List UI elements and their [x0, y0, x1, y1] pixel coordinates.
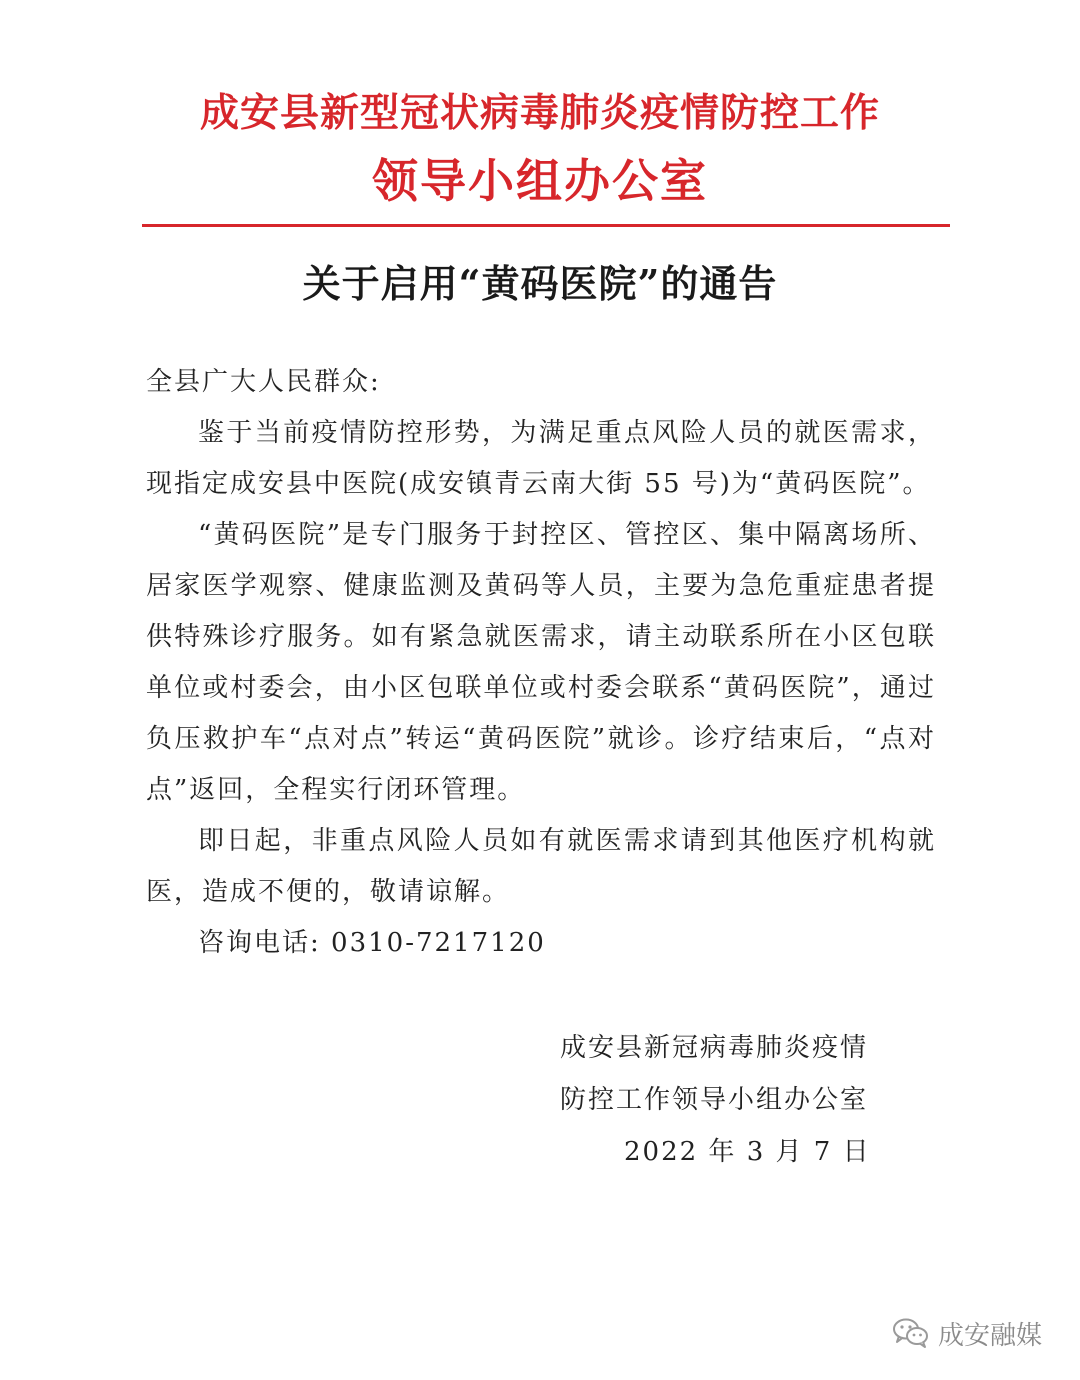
watermark-text: 成安融媒	[938, 1320, 1043, 1351]
signature-org-line2: 防控工作领导小组办公室	[560, 1085, 869, 1115]
source-watermark	[892, 1313, 1042, 1353]
notice-title: 关于启用“黄码医院”的通告	[302, 261, 778, 306]
letterhead-divider	[142, 224, 950, 227]
signature-date: 2022 年 3 月 7 日	[624, 1137, 871, 1167]
letterhead-line1: 成安县新型冠状病毒肺炎疫情防控工作	[199, 90, 880, 136]
paragraph-other-patients: 即日起，非重点风险人员如有就医需求请到其他医疗机构就医，造成不便的，敬请谅解。	[146, 826, 936, 907]
wechat-icon	[892, 1317, 930, 1349]
paragraph-service-scope: “黄码医院”是专门服务于封控区、管控区、集中隔离场所、居家医学观察、健康监测及黄码等人员，主要为急危重症患者提供特殊诊疗服务。如有紧急就医需求，请主动联系所在小区包联单位或村委会，由小区包联单位或村委会联系“黄码医院”，通过负压救护车“点对点”转运“黄码医院”就诊。诊疗结束后，“点对点”返回，全程实行闭环管理。	[146, 520, 936, 805]
signature-org-line1: 成安县新冠病毒肺炎疫情	[560, 1033, 869, 1063]
consultation-phone: 咨询电话: 0310-7217120	[198, 928, 546, 958]
paragraph-designation: 鉴于当前疫情防控形势，为满足重点风险人员的就医需求，现指定成安县中医院(成安镇青云南大街 55 号)为“黄码医院”。	[146, 418, 936, 499]
letterhead-line2: 领导小组办公室	[372, 154, 708, 208]
salutation: 全县广大人民群众:	[146, 367, 381, 397]
notice-body	[146, 357, 936, 969]
signature-block	[560, 1022, 871, 1178]
